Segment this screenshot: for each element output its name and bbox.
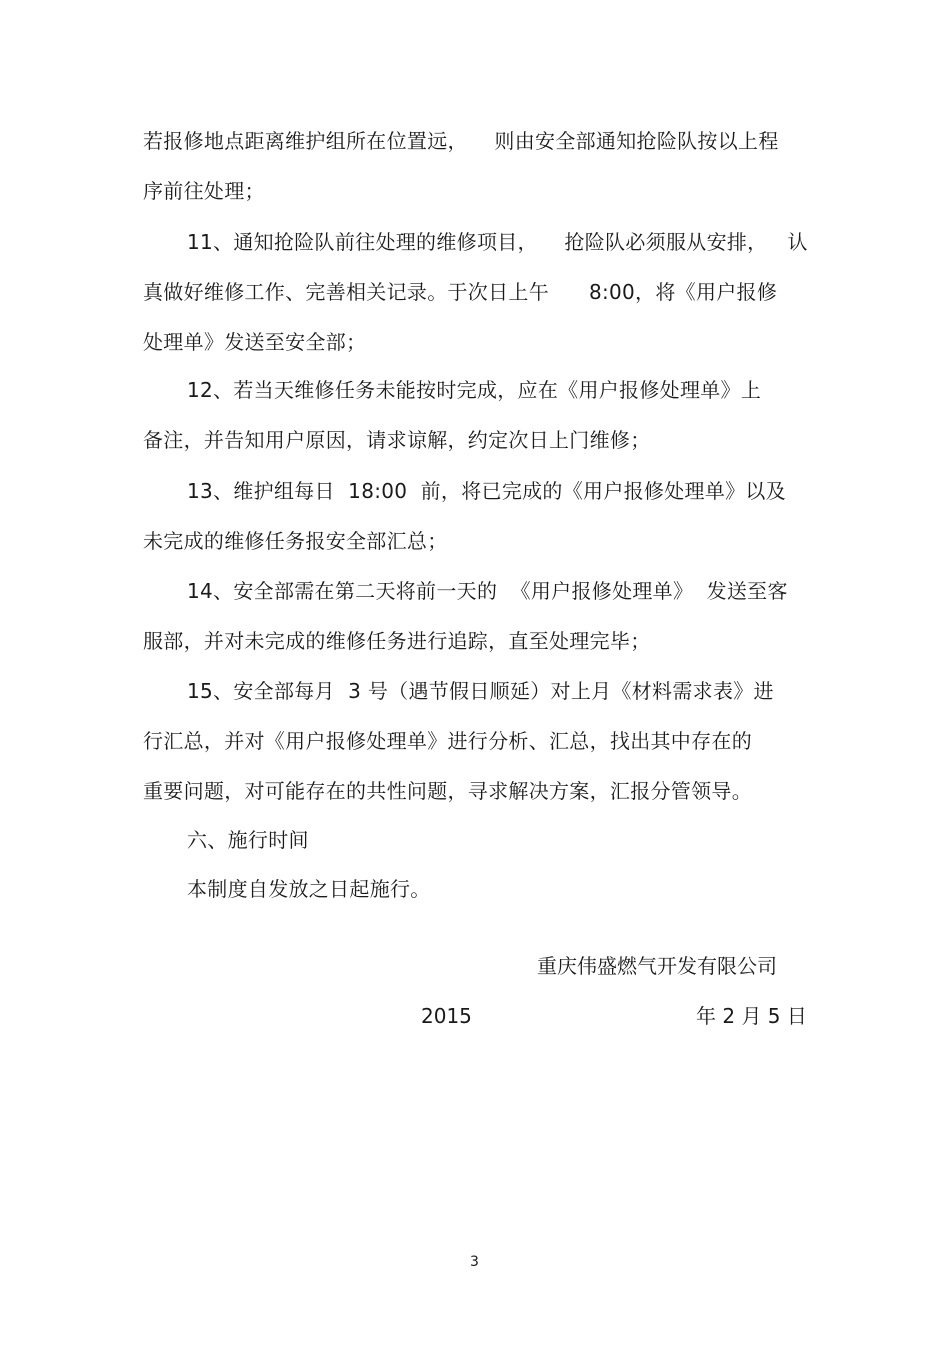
paragraph-line: 若报修地点距离维护组所在位置远， 则由安全部通知抢险队按以上程 [143, 129, 779, 153]
list-item-13-line: 13、维护组每日 18:00 前，将已完成的《用户报修处理单》以及 [187, 479, 787, 503]
list-item-15-line: 15、安全部每月 3 号（遇节假日顺延）对上月《材料需求表》进 [187, 679, 774, 703]
signature-company: 重庆伟盛燃气开发有限公司 [537, 954, 777, 978]
list-item-12-line: 12、若当天维修任务未能按时完成，应在《用户报修处理单》上 [187, 378, 762, 402]
section-body: 本制度自发放之日起施行。 [187, 877, 431, 901]
list-item-14-line: 14、安全部需在第二天将前一天的 《用户报修处理单》 发送至客 [187, 579, 788, 603]
signature-date-year: 2015 [421, 1004, 472, 1028]
signature-date-rest: 年 2 月 5 日 [696, 1004, 807, 1028]
list-item-15-line: 行汇总，并对《用户报修处理单》进行分析、汇总，找出其中存在的 [143, 729, 752, 753]
list-item-11-line: 处理单》发送至安全部； [143, 330, 367, 354]
list-item-12-line: 备注，并告知用户原因，请求谅解，约定次日上门维修； [143, 428, 651, 452]
list-item-15-line: 重要问题，对可能存在的共性问题，寻求解决方案，汇报分管领导。 [143, 779, 752, 803]
list-item-14-line: 服部，并对未完成的维修任务进行追踪，直至处理完毕； [143, 629, 651, 653]
page-number: 3 [470, 1254, 479, 1270]
section-heading: 六、施行时间 [187, 828, 309, 852]
paragraph-line: 序前往处理； [143, 179, 265, 203]
list-item-13-line: 未完成的维修任务报安全部汇总； [143, 529, 448, 553]
list-item-11-line: 11、通知抢险队前往处理的维修项目， 抢险队必须服从安排， 认 [187, 230, 808, 254]
list-item-11-line: 真做好维修工作、完善相关记录。于次日上午 8:00，将《用户报修 [143, 280, 778, 304]
